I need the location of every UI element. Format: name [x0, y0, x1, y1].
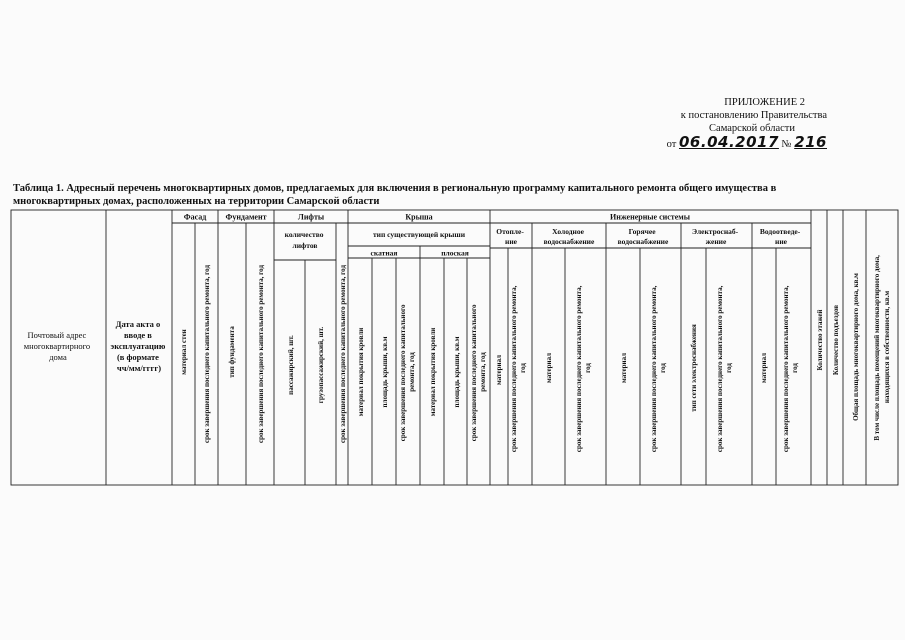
- header-lifts-count: количество лифтов: [284, 230, 324, 250]
- header-roof-type: тип существующей крыши: [372, 230, 466, 239]
- col-electric-network-type: тип сети электроснабжения: [690, 324, 698, 412]
- col-wall-material: материал стен: [180, 329, 188, 375]
- header-drainage: Водоотведе- ние: [759, 227, 801, 246]
- col-heating-repair-year: срок завершения последнего капитального ремонта, год: [510, 285, 527, 453]
- col-flat-material: материал покрытия кровли: [429, 327, 437, 417]
- col-flat-repair-year: срок завершения последнего капитального ремонта, год: [470, 304, 487, 442]
- col-pitched-area: площадь крыши, кв.м: [381, 336, 389, 408]
- header-roof-pitched: скатная: [370, 248, 398, 258]
- col-lifts-repair-year: срок завершения последнего капитального ремонта, год: [339, 265, 347, 443]
- col-entrances: Количество подъездов: [832, 304, 840, 376]
- annex-decree-line: к постановлению Правительства: [680, 110, 827, 121]
- header-hot-water: Горячее водоснабжение: [617, 227, 669, 246]
- col-electric-repair-year: срок завершения последнего капитального ремонта, год: [716, 285, 733, 453]
- col-floors: Количество этажей: [816, 309, 824, 371]
- header-roof-flat: плоская: [441, 248, 469, 258]
- col-hot-material: материал: [620, 353, 628, 383]
- annex-from: от: [666, 139, 677, 150]
- col-owned-area: В том числе площадь помещений многоквартирного дома, находящихся в собственности, кв.м: [873, 255, 891, 441]
- header-electric: Электроснаб- жение: [691, 227, 739, 246]
- header-facade: Фасад: [183, 212, 207, 222]
- col-cold-repair-year: срок завершения последнего капитального ремонта, год: [575, 285, 592, 453]
- annex-number-sign: №: [781, 139, 792, 150]
- handwritten-date: 06.04.2017: [679, 133, 779, 151]
- col-cold-material: материал: [545, 353, 553, 383]
- table-title: Таблица 1. Адресный перечень многоквартирных домов, предлагаемых для включения в региональную программу капитального ремонта общего имущества в многоквартирных домах, расположенных на территории Самарской области: [13, 183, 777, 207]
- header-commission-date: Дата акта о вводе в эксплуатацию (в формате чч/мм/гггг): [110, 319, 166, 373]
- col-total-area: Общая площадь многоквартирного дома, кв.м: [852, 273, 860, 421]
- col-heating-material: материал: [495, 355, 503, 385]
- header-foundation: Фундамент: [225, 212, 267, 222]
- col-foundation-repair-year: срок завершения последнего капитального ремонта, год: [257, 265, 265, 443]
- rotated-column-headers: [180, 253, 891, 452]
- col-hot-repair-year: срок завершения последнего капитального ремонта, год: [650, 285, 667, 453]
- col-drainage-repair-year: срок завершения последнего капитального ремонта, год: [782, 285, 799, 453]
- header-engineering: Инженерные системы: [610, 212, 690, 222]
- header-roof: Крыша: [405, 212, 433, 222]
- handwritten-number: 216: [794, 133, 827, 151]
- col-foundation-type: тип фундамента: [228, 326, 236, 378]
- col-passenger-lifts: пассажирский, шт.: [287, 335, 295, 395]
- header-lifts: Лифты: [297, 212, 325, 222]
- col-pitched-material: материал покрытия кровли: [357, 327, 365, 417]
- col-freight-lifts: грузопассажирский, шт.: [317, 326, 325, 404]
- annex-heading: ПРИЛОЖЕНИЕ 2: [724, 97, 805, 108]
- header-address: Почтовый адрес многоквартирного дома: [23, 330, 91, 362]
- col-drainage-material: материал: [760, 353, 768, 383]
- header-heating: Отопле- ние: [496, 227, 524, 246]
- col-pitched-repair-year: срок завершения последнего капитального ремонта, год: [399, 304, 416, 442]
- header-cold-water: Холодное водоснабжение: [543, 227, 595, 246]
- annex-region-line: Самарской области: [709, 123, 795, 134]
- col-facade-repair-year: срок завершения последнего капитального ремонта, год: [203, 265, 211, 443]
- col-flat-area: площадь крыши, кв.м: [453, 336, 461, 408]
